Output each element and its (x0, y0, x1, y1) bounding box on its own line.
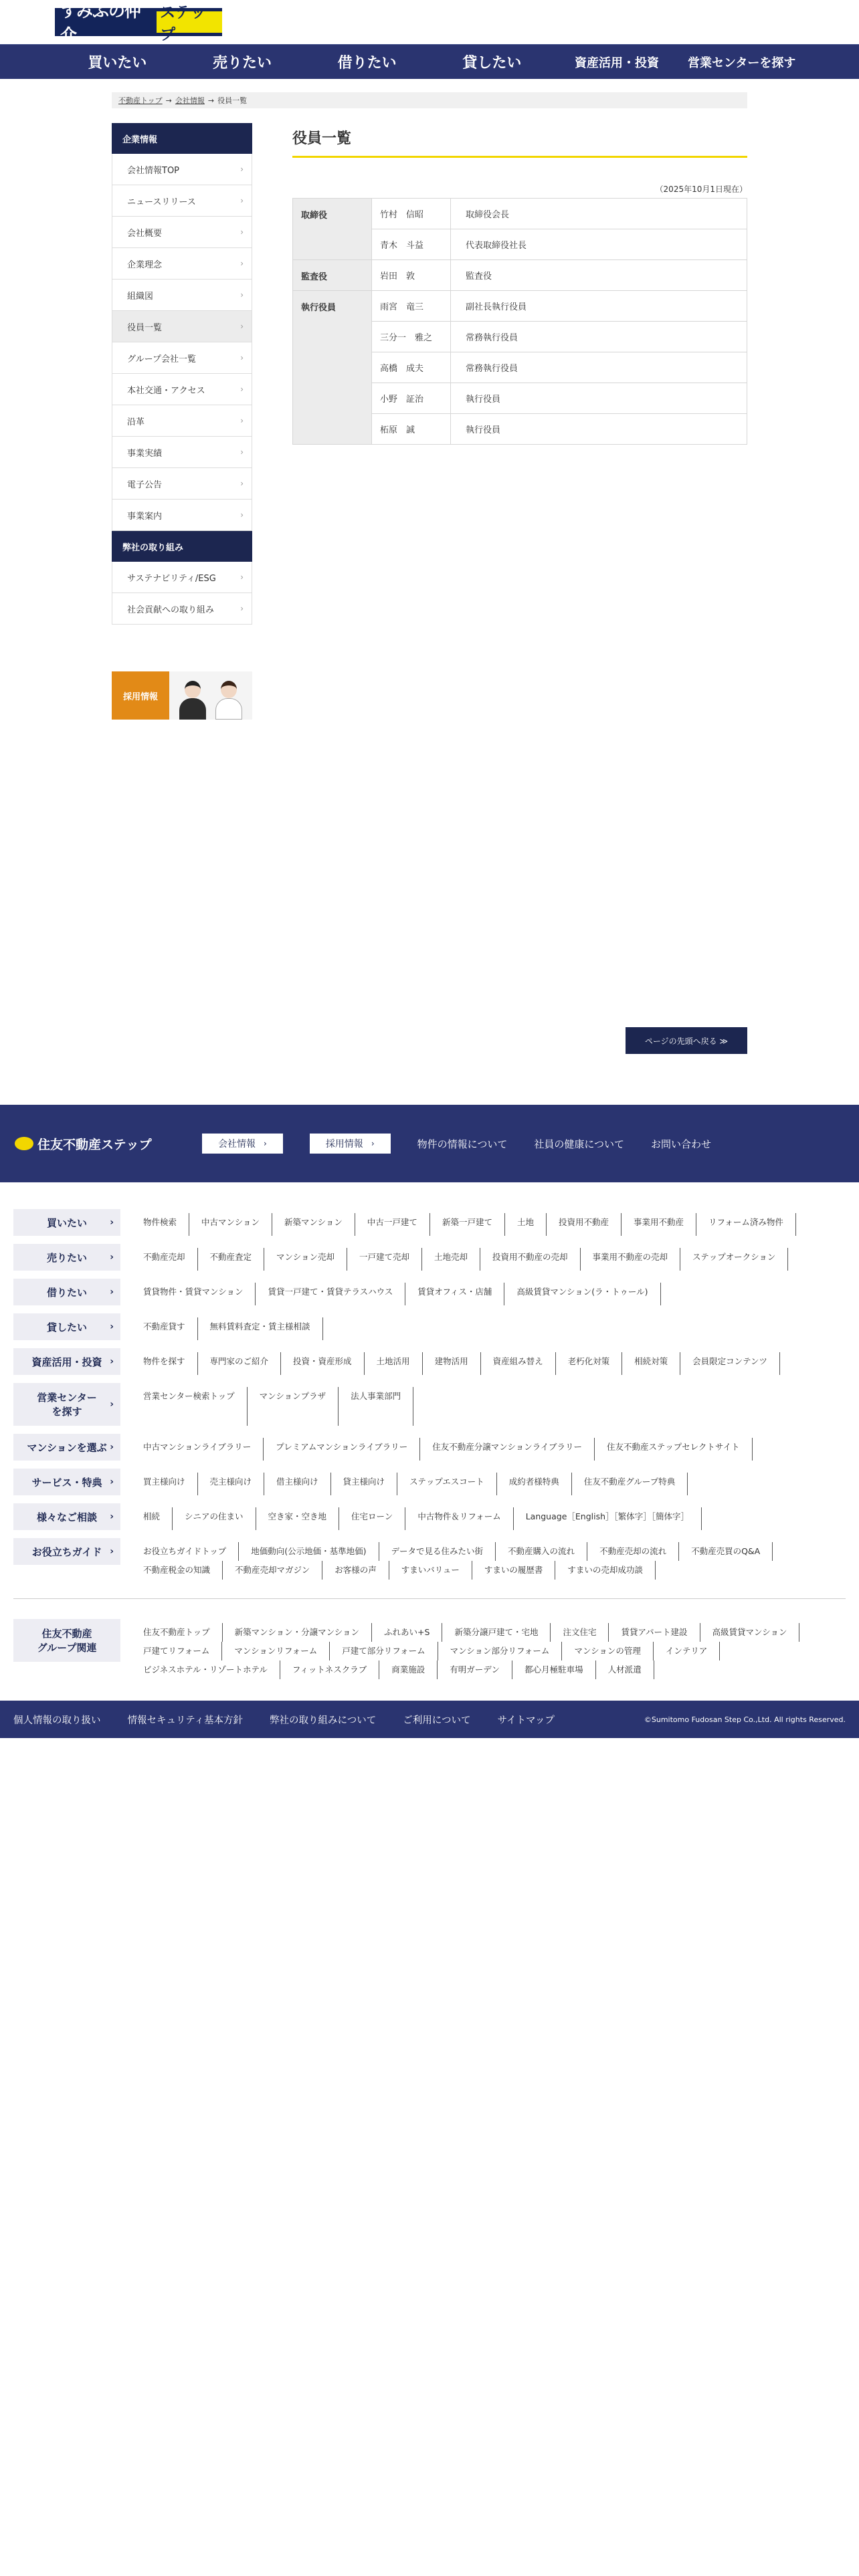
chevron-right-icon: › (240, 259, 244, 268)
sitemap-link[interactable]: インテリア (666, 1642, 721, 1660)
sitemap-link[interactable]: 商業施設 (391, 1660, 438, 1679)
sidebar-item-label: 企業理念 (127, 259, 163, 270)
footer-bar-link[interactable]: 弊社の取り組みについて (270, 1715, 377, 1726)
chevron-right-icon: › (264, 1139, 267, 1148)
recruit-button[interactable] (310, 1134, 391, 1154)
name-cell: 雨宮 竜三 (372, 291, 451, 322)
sitemap-category-label: 借りたい (46, 1286, 87, 1299)
sitemap-links (120, 1434, 846, 1461)
footer-bar-link[interactable]: 個人情報の取り扱い (13, 1715, 101, 1726)
sitemap-link[interactable]: 不動産税金の知識 (143, 1561, 223, 1580)
logo-accent-text: ステップ (157, 11, 222, 33)
chevron-right-icon: › (110, 1511, 114, 1522)
sidebar-item[interactable] (112, 374, 252, 405)
sitemap-row (13, 1348, 846, 1375)
chevron-right-icon: › (110, 1252, 114, 1263)
breadcrumb-home[interactable]: 不動産トップ (118, 96, 163, 105)
sitemap-link[interactable]: 物件検索 (143, 1213, 189, 1236)
name-cell: 三分一 雅之 (372, 322, 451, 352)
footer-header (0, 1105, 859, 1182)
sitemap-link[interactable]: 建物活用 (435, 1352, 481, 1375)
sitemap-link[interactable]: マンションリフォーム (234, 1642, 330, 1660)
sitemap-link[interactable]: 高級賃貸マンション(ラ・トゥール) (516, 1283, 660, 1305)
sidebar-item-label: 事業案内 (127, 511, 163, 522)
sitemap-category-label: マンションを選ぶ (27, 1441, 107, 1454)
sitemap-links (120, 1209, 846, 1236)
sitemap-row (13, 1469, 846, 1495)
sitemap-link[interactable]: 事業用不動産の売却 (593, 1248, 681, 1271)
sitemap-link[interactable]: ビジネスホテル・リゾートホテル (143, 1660, 280, 1679)
role-cell: 監査役 (293, 260, 372, 291)
sidebar-item-label: グループ会社一覧 (127, 354, 196, 364)
sidebar-item-label: 社会貢献への取り組み (127, 605, 215, 615)
sidebar-item[interactable] (112, 593, 252, 625)
sitemap-link[interactable]: 不動産売却マガジン (235, 1561, 322, 1580)
sidebar-item[interactable] (112, 154, 252, 185)
sitemap-link[interactable]: お役立ちガイドトップ (143, 1542, 239, 1561)
sitemap-link[interactable]: ステップエスコート (409, 1473, 497, 1495)
gnav-find-center[interactable]: 営業センターを探す (688, 56, 796, 70)
chevron-right-icon: › (110, 1399, 114, 1410)
chevron-right-icon: › (110, 1287, 114, 1297)
sitemap-link[interactable]: 賃貸一戸建て・賃貸テラスハウス (268, 1283, 405, 1305)
sitemap-link[interactable]: 買主様向け (143, 1473, 198, 1495)
sitemap-link[interactable]: フィットネスクラブ (292, 1660, 379, 1679)
sitemap-link[interactable]: 法人事業部門 (351, 1387, 413, 1426)
sitemap-category-label: 営業センター を探す (37, 1392, 97, 1418)
sitemap-link[interactable]: 賃貸物件・賃貸マンション (143, 1283, 256, 1305)
gnav-invest[interactable]: 資産活用・投資 (575, 56, 660, 70)
sitemap-link[interactable]: 不動産貸す (143, 1317, 198, 1340)
role-cell: 執行役員 (293, 291, 372, 445)
sitemap-category-button[interactable] (13, 1209, 120, 1236)
sitemap-link[interactable]: 新築分譲戸建て・宅地 (454, 1623, 551, 1642)
sitemap-links (120, 1244, 846, 1271)
officers-table (292, 198, 747, 445)
sidebar-item-label: 事業実績 (127, 448, 163, 459)
gnav-rent[interactable]: 借りたい (337, 55, 397, 72)
sitemap-link[interactable]: 老朽化対策 (568, 1352, 623, 1375)
page-title: 役員一覧 (292, 127, 747, 158)
sidebar-item-label: 沿革 (127, 417, 145, 427)
sitemap-row (13, 1538, 846, 1580)
sitemap-link[interactable]: 売主様向け (210, 1473, 265, 1495)
recruit-banner[interactable] (112, 671, 252, 720)
sitemap-link[interactable]: 住友不動産グループ特典 (584, 1473, 688, 1495)
sitemap-link[interactable]: データで見る住みたい街 (391, 1542, 496, 1561)
name-cell: 岩田 敦 (372, 260, 451, 291)
logo-bar (0, 0, 859, 44)
title-cell: 監査役 (451, 260, 747, 291)
sitemap-row (13, 1434, 846, 1461)
sitemap-link[interactable]: シニアの住まい (185, 1507, 256, 1530)
sitemap-links (120, 1619, 846, 1679)
chevron-right-icon: › (110, 1477, 114, 1487)
name-cell: 小野 証治 (372, 383, 451, 414)
sitemap-link[interactable]: 営業センター検索トップ (143, 1387, 248, 1426)
sitemap-link[interactable]: すまいバリュー (401, 1561, 472, 1580)
sitemap-category-button[interactable] (13, 1244, 120, 1271)
sitemap-link[interactable]: 住友不動産トップ (143, 1623, 223, 1642)
sitemap-link[interactable]: 注文住宅 (563, 1623, 609, 1642)
sidebar-item-label: 会社概要 (127, 228, 163, 239)
gnav-sell[interactable]: 売りたい (213, 55, 272, 72)
sidebar-item[interactable] (112, 562, 252, 593)
sitemap-row (13, 1619, 846, 1679)
sitemap-row (13, 1279, 846, 1305)
sidebar-item-label: 電子公告 (127, 479, 163, 490)
title-cell: 常務執行役員 (451, 352, 747, 383)
sitemap-link[interactable]: 空き家・空き地 (268, 1507, 340, 1530)
name-cell: 青木 斗益 (372, 229, 451, 260)
sitemap-category-button[interactable] (13, 1348, 120, 1375)
sitemap-links (120, 1503, 846, 1530)
title-cell: 常務執行役員 (451, 322, 747, 352)
sitemap-link[interactable]: 不動産査定 (210, 1248, 265, 1271)
sitemap-category-label: 住友不動産 グループ関連 (37, 1628, 97, 1654)
recruit-banner-photo (169, 671, 252, 720)
sitemap-category-button[interactable] (13, 1503, 120, 1530)
person-female-illustration (214, 679, 244, 720)
chevron-right-icon: › (240, 479, 244, 488)
sitemap-category-label: 売りたい (46, 1251, 87, 1264)
breadcrumb-separator: → (207, 96, 215, 105)
sidebar-item[interactable] (112, 217, 252, 248)
name-cell: 柘原 誠 (372, 414, 451, 445)
chevron-right-icon: › (240, 290, 244, 300)
sitemap-link[interactable]: 成約者様特典 (509, 1473, 572, 1495)
sidebar-item[interactable] (112, 248, 252, 280)
sitemap-link[interactable]: マンション部分リフォーム (450, 1642, 563, 1660)
table-row (293, 199, 747, 229)
sidebar (112, 123, 252, 720)
sitemap-category-button[interactable] (13, 1383, 120, 1426)
divider (13, 1598, 846, 1599)
sidebar-item[interactable] (112, 280, 252, 311)
sitemap-link[interactable]: Language［English］［繁体字］［簡体字］ (526, 1507, 702, 1530)
breadcrumb-separator: → (165, 96, 172, 105)
sitemap-category-label: 貸したい (46, 1321, 87, 1333)
chevron-right-icon: › (240, 447, 244, 457)
name-cell: 高橋 成夫 (372, 352, 451, 383)
sidebar-heading-initiatives: 弊社の取り組み (112, 531, 252, 562)
sitemap-link[interactable]: マンション売却 (276, 1248, 347, 1271)
sitemap-link[interactable]: 事業用不動産 (634, 1213, 696, 1236)
sidebar-item[interactable] (112, 500, 252, 531)
sitemap-link[interactable]: 有明ガーデン (450, 1660, 512, 1679)
main-content (292, 123, 747, 720)
sitemap-link[interactable]: すまいの売却成功談 (567, 1561, 656, 1580)
brand-mark-icon (15, 1137, 33, 1150)
sitemap-link[interactable]: 新築マンション・分譲マンション (235, 1623, 372, 1642)
back-to-top-button[interactable]: ページの先頭へ戻る ≫ (626, 1027, 747, 1054)
title-cell: 取締役会長 (451, 199, 747, 229)
breadcrumb-current: 役員一覧 (217, 96, 248, 105)
title-cell: 執行役員 (451, 414, 747, 445)
chevron-right-icon: › (240, 510, 244, 520)
chevron-right-icon: › (240, 165, 244, 174)
sidebar-item[interactable] (112, 468, 252, 500)
name-cell: 竹村 信昭 (372, 199, 451, 229)
role-cell: 取締役 (293, 199, 372, 260)
company-info-button[interactable] (202, 1134, 283, 1154)
sitemap-link[interactable]: プレミアムマンションライブラリー (276, 1438, 420, 1461)
footer-bar-link[interactable]: サイトマップ (497, 1715, 555, 1726)
sitemap-link[interactable]: 不動産売買のQ&A (691, 1542, 773, 1561)
sitemap-category-button[interactable] (13, 1538, 120, 1565)
sidebar-item-label: 本社交通・アクセス (127, 385, 205, 396)
sidebar-item-current[interactable] (112, 311, 252, 342)
sidebar-item[interactable] (112, 405, 252, 437)
person-male-illustration (178, 679, 207, 720)
sitemap-link[interactable]: 戸建てリフォーム (143, 1642, 222, 1660)
sitemap-row (13, 1313, 846, 1340)
sitemap-link[interactable]: 無料賃料査定・賃主様相談 (210, 1317, 323, 1340)
sitemap-category-button[interactable] (13, 1619, 120, 1662)
site-logo[interactable] (55, 1, 222, 45)
sitemap-link[interactable]: 住友不動産ステップセレクトサイト (607, 1438, 753, 1461)
sitemap-category-button[interactable] (13, 1434, 120, 1461)
sitemap-link[interactable]: 会員限定コンテンツ (692, 1352, 780, 1375)
sitemap-link[interactable]: 投資・資産形成 (293, 1352, 365, 1375)
gnav-lend[interactable]: 貸したい (462, 55, 522, 72)
global-nav (0, 44, 859, 79)
chevron-right-icon: › (240, 385, 244, 394)
sitemap-row (13, 1209, 846, 1236)
sitemap-link[interactable]: マンションプラザ (260, 1387, 339, 1426)
sitemap-link[interactable]: 中古マンションライブラリー (143, 1438, 264, 1461)
sitemap-link[interactable]: 賃貸アパート建設 (621, 1623, 700, 1642)
recruit-banner-label: 採用情報 (112, 671, 169, 720)
sitemap-link[interactable]: ふれあい+S (384, 1623, 442, 1642)
sitemap-link[interactable]: 住宅ローン (351, 1507, 405, 1530)
chevron-right-icon: › (110, 1356, 114, 1367)
footer-brand-name: 住友不動産ステップ (37, 1137, 152, 1152)
sitemap-link[interactable]: 相続 (143, 1507, 173, 1530)
sitemap-link[interactable]: リフォーム済み物件 (708, 1213, 796, 1236)
sitemap-link[interactable]: 不動産売却 (143, 1248, 198, 1271)
sitemap-link[interactable]: 中古物件＆リフォーム (417, 1507, 513, 1530)
sitemap-link[interactable]: 物件を探す (143, 1352, 198, 1375)
title-cell: 副社長執行役員 (451, 291, 747, 322)
as-of-date: （2025年10月1日現在） (655, 185, 747, 194)
sitemap-link[interactable]: 中古一戸建て (367, 1213, 430, 1236)
sitemap-link[interactable]: 投資用不動産の売却 (492, 1248, 581, 1271)
chevron-right-icon: › (110, 1321, 114, 1332)
sitemap-links (120, 1469, 846, 1495)
copyright: ©Sumitomo Fudosan Step Co.,Ltd. All rights Reserved. (644, 1715, 846, 1724)
sitemap-link[interactable]: 一戸建て売却 (359, 1248, 422, 1271)
sitemap-row (13, 1503, 846, 1530)
chevron-right-icon: › (240, 416, 244, 425)
sidebar-heading-company: 企業情報 (112, 123, 252, 154)
sitemap-category-button[interactable] (13, 1469, 120, 1495)
sidebar-item-label: 役員一覧 (127, 322, 163, 333)
sidebar-item-label: 組織図 (127, 291, 154, 302)
chevron-right-icon: › (110, 1217, 114, 1228)
sitemap-link[interactable]: 新築マンション (284, 1213, 355, 1236)
sidebar-item[interactable] (112, 185, 252, 217)
recruit-label: 採用情報 (325, 1139, 363, 1150)
sidebar-item[interactable] (112, 437, 252, 468)
footer-link-property-info[interactable]: 物件の情報について (417, 1138, 508, 1150)
sitemap-link[interactable]: 貸主様向け (343, 1473, 398, 1495)
gnav-buy[interactable]: 買いたい (88, 55, 147, 72)
sitemap-link[interactable]: 高級賃貸マンション (712, 1623, 800, 1642)
sitemap-link[interactable]: 新築一戸建て (442, 1213, 505, 1236)
chevron-right-icon: › (240, 604, 244, 613)
sitemap-row (13, 1383, 846, 1426)
sitemap-category-label: 様々なご相談 (36, 1511, 97, 1523)
sitemap-link[interactable]: お客様の声 (335, 1561, 389, 1580)
sidebar-item-label: サステナビリティ/ESG (127, 573, 216, 584)
sitemap-link[interactable]: 人材派遣 (608, 1660, 654, 1679)
sitemap-category-button[interactable] (13, 1279, 120, 1305)
sitemap-link[interactable]: すまいの履歴書 (484, 1561, 556, 1580)
sitemap-link[interactable]: マンションの管理 (574, 1642, 653, 1660)
title-cell: 執行役員 (451, 383, 747, 414)
footer-logo[interactable] (15, 1135, 202, 1153)
sitemap-category-label: お役立ちガイド (31, 1545, 102, 1558)
title-cell: 代表取締役社長 (451, 229, 747, 260)
footer-bar-link[interactable]: 情報セキュリティ基本方針 (127, 1715, 244, 1726)
sitemap-links (120, 1279, 846, 1305)
chevron-right-icon: › (240, 227, 244, 237)
table-row (293, 260, 747, 291)
sitemap-link[interactable]: 相続対策 (634, 1352, 680, 1375)
sitemap-link[interactable]: 賃貸オフィス・店舗 (417, 1283, 504, 1305)
chevron-right-icon: › (240, 322, 244, 331)
sitemap-category-label: 資産活用・投資 (31, 1356, 102, 1368)
sitemap-link[interactable]: 資産組み替え (493, 1352, 556, 1375)
chevron-right-icon: › (371, 1139, 375, 1148)
sitemap-link[interactable]: 中古マンション (201, 1213, 272, 1236)
footer-link-employee-health[interactable]: 社員の健康について (534, 1138, 625, 1150)
sitemap-links (120, 1313, 846, 1340)
breadcrumb-company[interactable]: 会社情報 (175, 96, 205, 105)
footer-bar-link[interactable]: ご利用について (403, 1715, 471, 1726)
sitemap-link[interactable]: ステップオークション (692, 1248, 788, 1271)
chevron-right-icon: › (110, 1546, 114, 1557)
sitemap-link[interactable]: 借主様向け (276, 1473, 331, 1495)
sitemap-category-label: サービス・特典 (31, 1476, 102, 1489)
sitemap-link[interactable]: 土地活用 (377, 1352, 423, 1375)
sitemap-link[interactable]: 地価動向(公示地価・基準地価) (251, 1542, 379, 1561)
footer-bar (0, 1701, 859, 1738)
sitemap-link[interactable]: 不動産売却の流れ (599, 1542, 679, 1561)
sidebar-item-label: ニュースリリース (127, 197, 196, 207)
sidebar-item-label: 会社情報TOP (127, 165, 180, 176)
breadcrumb (112, 92, 747, 108)
sitemap-links (120, 1348, 846, 1375)
sitemap-category-button[interactable] (13, 1313, 120, 1340)
sitemap-link[interactable]: 投資用不動産 (559, 1213, 622, 1236)
sitemap-link[interactable]: 都心月極駐車場 (524, 1660, 596, 1679)
sitemap-category-label: 買いたい (46, 1216, 87, 1229)
sitemap-row (13, 1244, 846, 1271)
sitemap-link[interactable]: 土地 (517, 1213, 547, 1236)
chevron-right-icon: › (110, 1442, 114, 1453)
sitemap-link[interactable]: 不動産購入の流れ (508, 1542, 587, 1561)
sitemap-link[interactable]: 専門家のご紹介 (210, 1352, 282, 1375)
chevron-right-icon: › (240, 353, 244, 362)
sitemap (0, 1182, 859, 1679)
chevron-right-icon: › (240, 572, 244, 582)
sitemap-link[interactable]: 住友不動産分譲マンションライブラリー (432, 1438, 595, 1461)
sitemap-link[interactable]: 戸建て部分リフォーム (342, 1642, 438, 1660)
logo-main-text: すみふの仲介 (60, 1, 141, 45)
chevron-right-icon: › (240, 196, 244, 205)
company-info-label: 会社情報 (218, 1139, 256, 1150)
sidebar-item[interactable] (112, 342, 252, 374)
sitemap-links (120, 1383, 846, 1426)
sitemap-links (120, 1538, 846, 1580)
table-row (293, 291, 747, 322)
footer-link-contact[interactable]: お問い合わせ (651, 1138, 712, 1150)
sitemap-link[interactable]: 土地売却 (434, 1248, 480, 1271)
